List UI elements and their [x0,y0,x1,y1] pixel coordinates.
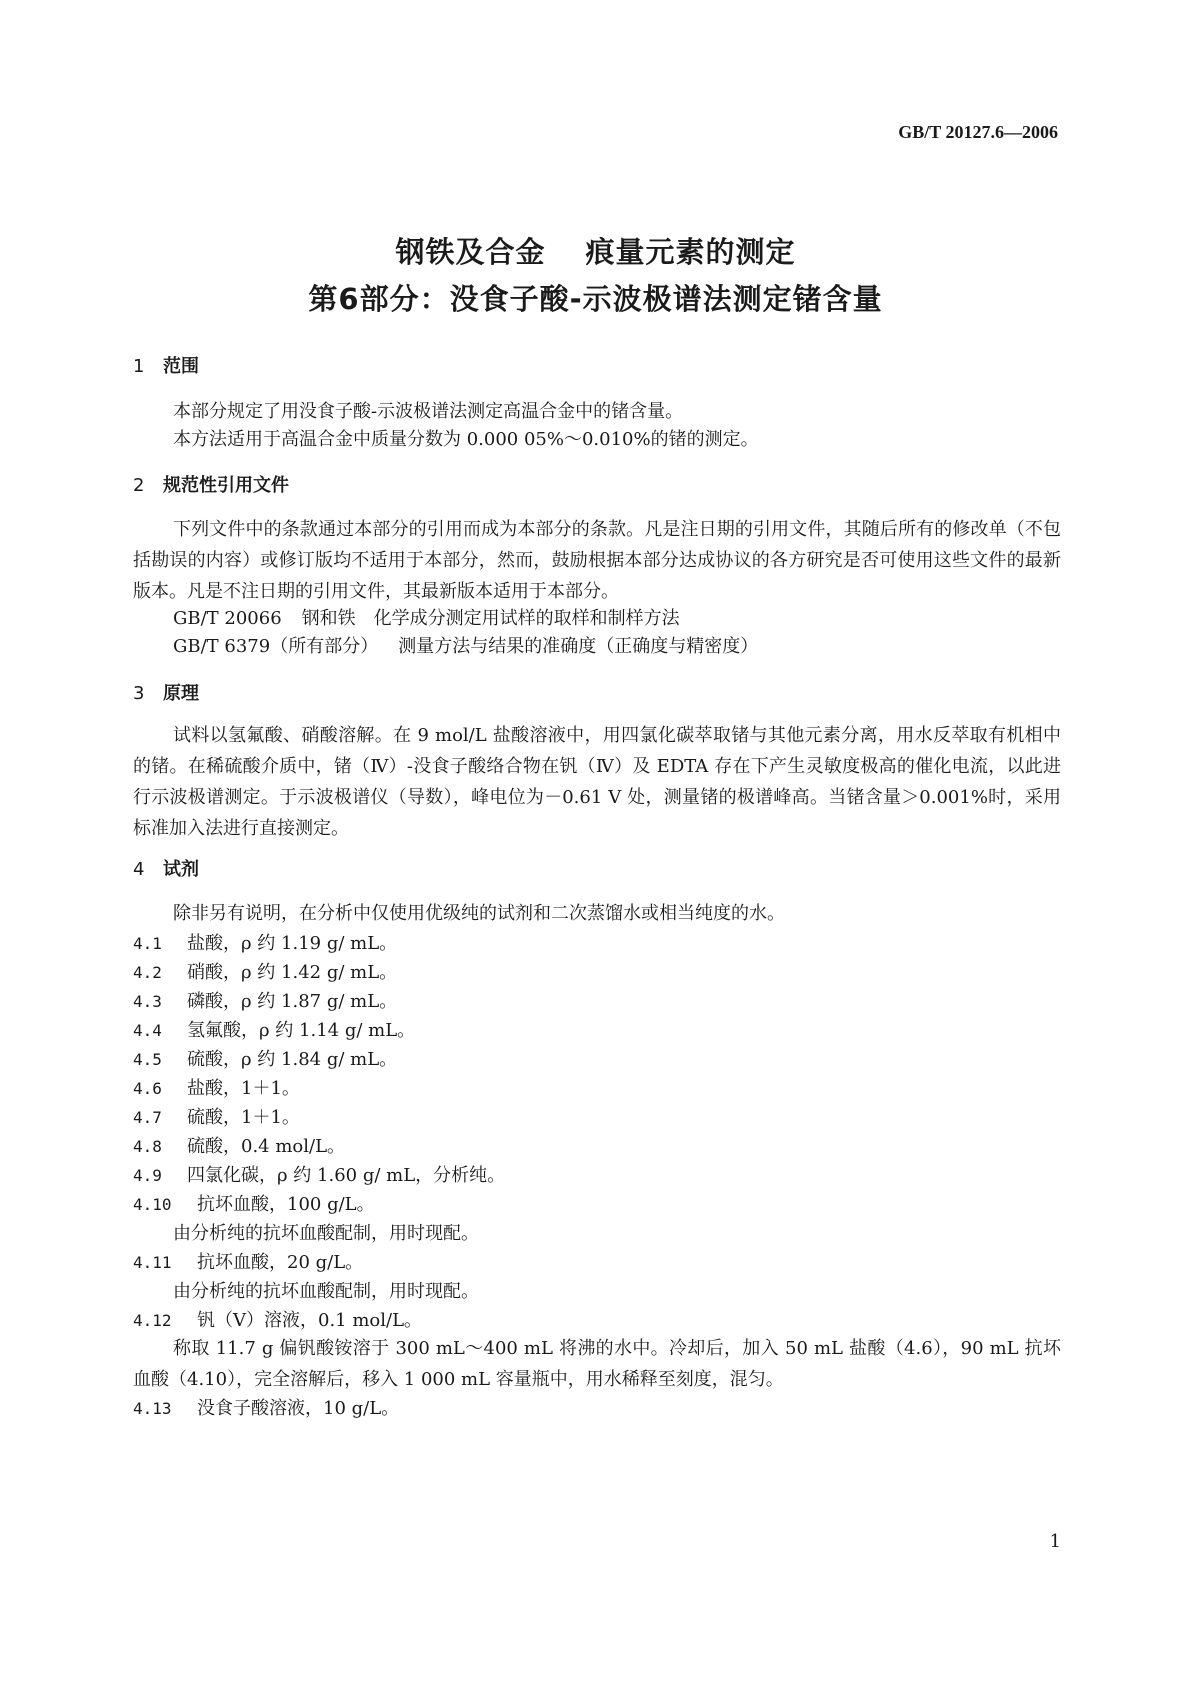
reagent-item [133,1394,399,1420]
item-number: 4.5 [133,1050,162,1069]
item-text: 没食子酸溶液，10 g/L。 [197,1398,400,1419]
item-text: 硫酸，ρ 约 1.84 g/ mL。 [187,1049,398,1070]
item-number: 4.12 [133,1311,172,1330]
reagent-note: 由分析纯的抗坏血酸配制，用时现配。 [173,1223,479,1244]
scope-paragraph-1: 本部分规定了用没食子酸-示波极谱法测定高温合金中的锗含量。 [173,401,684,422]
standard-code: GB/T 20127.6—2006 [898,122,1058,142]
section-title: 规范性引用文件 [163,475,289,496]
section-4-heading [133,855,199,881]
item-text: 磷酸，ρ 约 1.87 g/ mL。 [187,991,398,1012]
principle-paragraph: 试料以氢氟酸、硝酸溶解。在 9 mol/L 盐酸溶液中，用四氯化碳萃取锗与其他元素分离，用水反萃取有机相中的锗。在稀硫酸介质中，锗（Ⅳ）-没食子酸络合物在钒（Ⅳ）及 EDTA 存在下产生灵敏度极高的催化电流，以此进行示波极谱测定。于示波极谱仪（导数），峰电位为－0.61 V 处，测量锗的极谱峰高。当锗含量＞0.001%时，采用标准加入法进行直接测定。 [133,725,1061,839]
reference-item [173,632,758,658]
section-number: 4 [133,859,145,880]
section-title: 范围 [163,356,199,377]
reagents-intro: 除非另有说明，在分析中仅使用优级纯的试剂和二次蒸馏水或相当纯度的水。 [173,903,785,924]
item-number: 4.2 [133,963,162,982]
item-text: 四氯化碳，ρ 约 1.60 g/ mL，分析纯。 [187,1165,506,1186]
item-text: 盐酸，1＋1。 [187,1078,300,1099]
reagent-item [133,929,397,955]
item-text: 钒（V）溶液，0.1 mol/L。 [197,1310,423,1331]
reagent-item [133,1190,375,1216]
reagent-note: 称取 11.7 g 偏钒酸铵溶于 300 mL～400 mL 将沸的水中。冷却后，加入 50 mL 盐酸（4.6），90 mL 抗坏血酸（4.10），完全溶解后，移入 1 000 mL 容量瓶中，用水稀释至刻度，混匀。 [133,1338,1061,1390]
reference-title: 测量方法与结果的准确度（正确度与精密度） [398,636,759,657]
item-text: 氢氟酸，ρ 约 1.14 g/ mL。 [187,1020,416,1041]
reference-item [173,604,680,630]
item-number: 4.3 [133,992,162,1011]
section-number: 1 [133,356,145,377]
reference-title: 钢和铁 化学成分测定用试样的取样和制样方法 [301,608,680,629]
item-number: 4.9 [133,1166,162,1185]
item-text: 抗坏血酸，100 g/L。 [197,1194,375,1215]
title-main: 钢铁及合金 [395,235,546,269]
reference-code: GB/T 6379（所有部分） [173,636,379,657]
item-text: 硫酸，1＋1。 [187,1107,300,1128]
item-number: 4.7 [133,1108,162,1127]
item-number: 4.8 [133,1137,162,1156]
section-1-heading [133,352,199,378]
section-title: 试剂 [163,859,199,880]
section-3-heading [133,679,199,705]
section-2-heading [133,471,289,497]
references-paragraph: 下列文件中的条款通过本部分的引用而成为本部分的条款。凡是注日期的引用文件，其随后所有的修改单（不包括勘误的内容）或修订版均不适用于本部分，然而，鼓励根据本部分达成协议的各方研究是否可使用这些文件的最新版本。凡是不注日期的引用文件，其最新版本适用于本部分。 [133,519,1061,602]
section-number: 2 [133,475,145,496]
reagent-item [133,987,397,1013]
title-line-2: 第6部分：没食子酸-示波极谱法测定锗含量 [308,282,883,316]
reagent-item [133,1045,397,1071]
reagent-item [133,1016,415,1042]
item-text: 抗坏血酸，20 g/L。 [197,1252,364,1273]
title-sub: 痕量元素的测定 [585,235,796,269]
reagent-item [133,958,397,984]
reagent-item [133,1103,300,1129]
item-number: 4.11 [133,1253,172,1272]
reagent-item [133,1306,422,1332]
scope-paragraph-2: 本方法适用于高温合金中质量分数为 0.000 05%～0.010%的锗的测定。 [173,429,759,450]
reagent-item [133,1248,363,1274]
reagent-item [133,1132,345,1158]
item-number: 4.10 [133,1195,172,1214]
item-number: 4.1 [133,934,162,953]
reagent-note: 由分析纯的抗坏血酸配制，用时现配。 [173,1281,479,1302]
page-number: 1 [1049,1531,1061,1552]
item-text: 硫酸，0.4 mol/L。 [187,1136,346,1157]
item-text: 硝酸，ρ 约 1.42 g/ mL。 [187,962,398,983]
reference-code: GB/T 20066 [173,608,282,629]
item-number: 4.4 [133,1021,162,1040]
title-line-1 [0,230,1191,271]
reagent-item [133,1074,300,1100]
item-number: 4.6 [133,1079,162,1098]
section-number: 3 [133,683,145,704]
section-title: 原理 [163,683,199,704]
item-number: 4.13 [133,1399,172,1418]
reagent-item [133,1161,505,1187]
item-text: 盐酸，ρ 约 1.19 g/ mL。 [187,933,398,954]
